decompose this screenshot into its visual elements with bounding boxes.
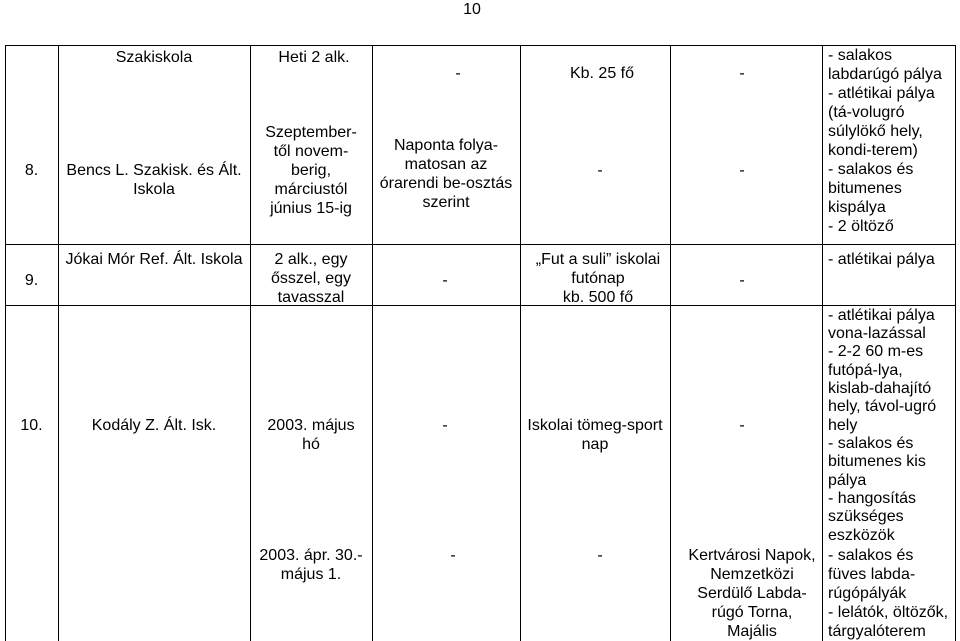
column-divider [955, 45, 956, 641]
row-9-school: Jókai Mór Ref. Ált. Iskola [65, 250, 243, 268]
row-8-time: Szeptember- től novem- berig, márciustól június 15-ig [265, 123, 357, 217]
row-9-schedule: - [442, 271, 448, 289]
row-8-schedule: Naponta folya- matosan az órarendi be-osztás szerint [379, 136, 513, 211]
row-8-sub-schedule: - [455, 64, 461, 82]
row-8-school: Bencs L. Szakisk. és Ált. Iskola [66, 161, 242, 198]
column-divider [372, 45, 373, 641]
column-divider [5, 45, 6, 641]
row-8-sub-other: - [739, 64, 745, 82]
row-8-number: 8. [24, 161, 39, 179]
row-9-facilities: - atlétikai pálya [828, 250, 935, 268]
column-divider [670, 45, 671, 641]
row-10-sub-event: - [597, 546, 603, 564]
row-9-other: - [739, 271, 745, 289]
row-10-school: Kodály Z. Ált. Isk. [91, 416, 217, 434]
column-divider [520, 45, 521, 641]
table-border-top [5, 45, 956, 46]
row-10-sub-time: 2003. ápr. 30.- május 1. [259, 546, 363, 583]
row-10-sub-other: Kertvárosi Napok, Nemzetközi Serdülő Labda- rúgó Torna, Majális [688, 546, 816, 640]
page-number: 10 [463, 1, 481, 18]
row-10-number: 10. [20, 416, 43, 434]
row-10-facilities: - atlétikai pálya vona-lazással - 2-2 60 m-es futópá-lya, kislab-dahajító hely, távol-ugró hely - salakos és bitumenes kis pálya - hangosítás szükséges eszközök [828, 306, 937, 544]
row-10-event: Iskolai tömeg-sport nap [527, 416, 663, 453]
row-8-sub-school: Szakiskola [115, 48, 193, 66]
row-10-sub-facilities: - salakos és füves labda- rúgópályák - lelátók, öltözők, tárgyalóterem [828, 546, 949, 640]
row-10-time: 2003. május hó [267, 416, 355, 453]
row-9-event: „Fut a suli” iskolai futónap kb. 500 fő [535, 250, 661, 306]
row-10-sub-schedule: - [450, 546, 456, 564]
row-10-other: - [739, 416, 745, 434]
row-8-sub-event: Kb. 25 fő [569, 64, 635, 82]
row-divider-9-10 [5, 305, 956, 306]
row-8-facilities: - salakos labdarúgó pálya - atlétikai pálya (tá-volugró súlylökő hely, kondi-terem) - salakos és bitumenes kispálya - 2 öltöző [828, 46, 942, 235]
column-divider [58, 45, 59, 641]
row-8-other: - [739, 161, 745, 179]
row-divider-8-9 [5, 244, 956, 245]
row-9-number: 9. [24, 271, 39, 289]
row-8-event: - [597, 161, 603, 179]
row-9-time: 2 alk., egy ősszel, egy tavasszal [270, 250, 352, 306]
row-8-sub-time: Heti 2 alk. [278, 48, 350, 66]
row-10-schedule: - [442, 416, 448, 434]
